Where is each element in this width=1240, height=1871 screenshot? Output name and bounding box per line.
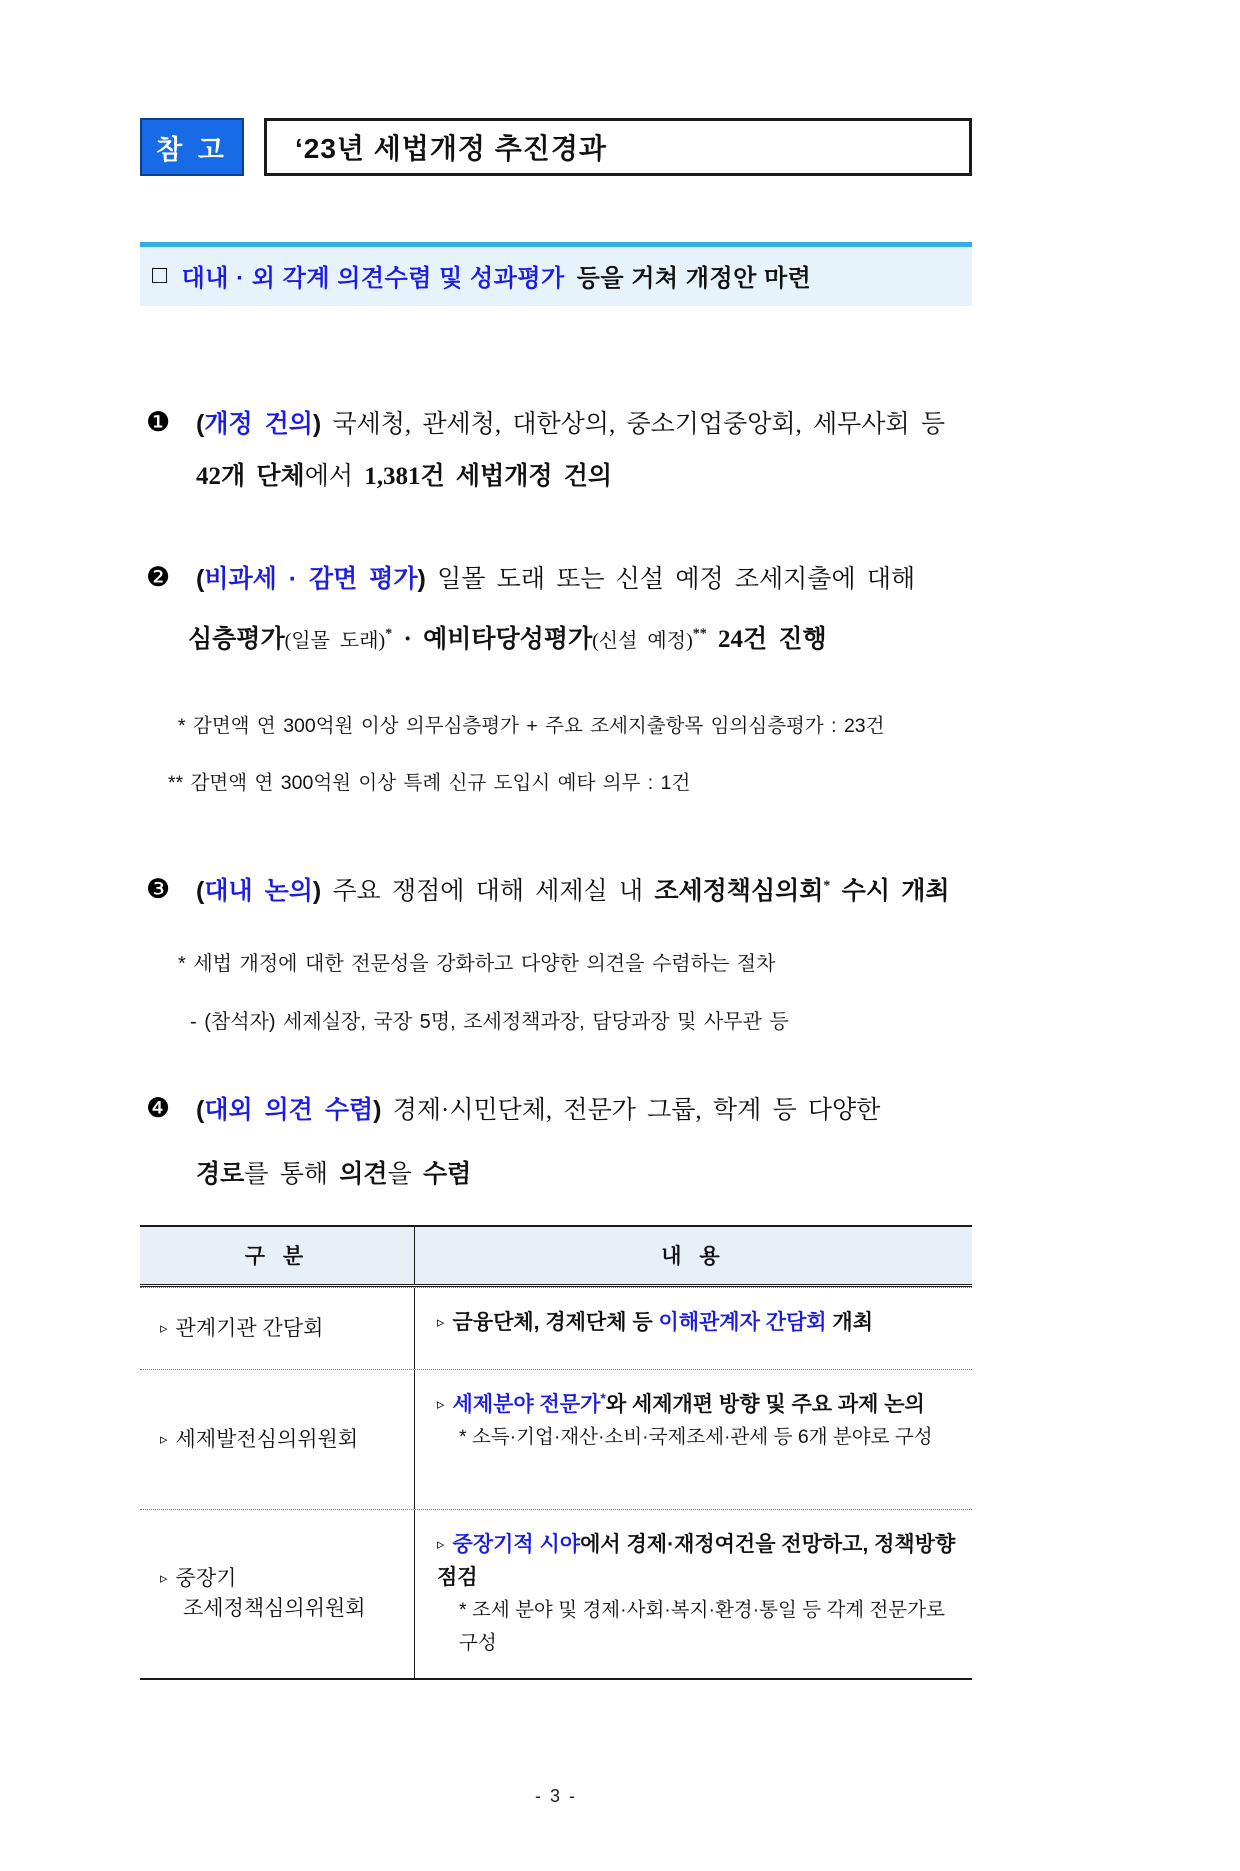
table-row-2-blue-text: 세제분야 전문가 — [452, 1393, 601, 1416]
paren-close: ) — [312, 877, 322, 905]
item-3-bold-1: 조세정책심의회 — [654, 878, 824, 905]
table-row-1-content — [415, 1288, 972, 1369]
item-4-line-2 — [140, 1157, 972, 1193]
table-row-2-content — [415, 1370, 972, 1509]
footnote-marker: * — [600, 1390, 606, 1406]
item-3-footnote-1: * 세법 개정에 대한 전문성을 강화하고 다양한 의견을 수렴하는 절차 — [178, 953, 776, 975]
paren-open: ( — [196, 877, 205, 905]
section-heading — [140, 242, 972, 306]
item-2-label: 비과세 · 감면 평가 — [204, 565, 418, 593]
circled-3-icon: ❸ — [146, 874, 171, 905]
item-2-footnote-1: * 감면액 연 300억원 이상 의무심층평가 + 주요 조세지출항목 임의심층평가 : 23건 — [178, 715, 885, 737]
checkbox-square-icon: □ — [152, 261, 168, 289]
table-row-3-category-line-2: 조세정책심의위원회 — [183, 1597, 366, 1620]
item-4-bold-2: 의견 — [339, 1161, 388, 1188]
section-heading-text — [182, 258, 812, 293]
table-row-3-blue-text: 중장기적 시야 — [452, 1533, 581, 1556]
item-3-line-1 — [140, 873, 972, 910]
table-row-3-content — [415, 1510, 972, 1678]
triangle-bullet-icon: ▹ — [160, 1570, 168, 1587]
table-row-3-text: 에서 경제·재정여건을 전망하고, 정책방향 점검 — [437, 1533, 956, 1589]
table-row-1-category — [140, 1288, 415, 1369]
table-row-2-text: 와 세제개편 방향 및 주요 과제 논의 — [605, 1393, 925, 1416]
table-row-3-category-line-1: 중장기 — [175, 1567, 237, 1590]
item-1-text: 국세청, 관세청, 대한상의, 중소기업중앙회, 세무사회 등 — [332, 411, 946, 438]
item-3-footnote-2: - (참석자) 세제실장, 국장 5명, 조세정책과장, 담당과장 및 사무관 등 — [190, 1011, 789, 1033]
item-4-text: 경제·시민단체, 전문가 그룹, 학계 등 다양한 — [392, 1097, 881, 1124]
page-title: ‘23년 세법개정 추진경과 — [264, 118, 972, 176]
item-4-bold-3: 수렴 — [422, 1161, 472, 1188]
table-row-2-note: * 소득·기업·재산·소비·국제조세·관세 등 6개 분야로 구성 — [459, 1426, 933, 1448]
circled-1-icon: ❶ — [146, 407, 171, 438]
document-page — [140, 118, 972, 1680]
item-2-small-1: (일몰 도래) — [284, 630, 386, 652]
triangle-bullet-icon: ▹ — [160, 1430, 168, 1448]
item-1-line-1 — [140, 406, 972, 443]
table-row-2-category-text: 세제발전심의위원회 — [175, 1427, 359, 1451]
item-2-small-2: (신설 예정) — [592, 630, 693, 652]
paren-open: ( — [196, 1096, 205, 1124]
table-row-2-category — [140, 1370, 415, 1509]
table-row-1-text: 금융단체, 경제단체 등 — [452, 1311, 659, 1334]
table-header-row — [140, 1227, 972, 1287]
paren-close: ) — [312, 410, 322, 438]
item-1-bold-1: 42개 단체 — [196, 463, 305, 490]
item-3-text: 주요 쟁점에 대해 세제실 내 — [332, 878, 655, 905]
document-header — [140, 118, 972, 176]
footnote-marker: * — [823, 878, 831, 894]
item-4-regular-1: 를 통해 — [244, 1161, 340, 1188]
table-row-1-category-text: 관계기관 간담회 — [175, 1316, 324, 1340]
table-row — [140, 1287, 972, 1369]
item-1-regular-1: 에서 — [304, 463, 365, 490]
footnote-marker-2: ** — [692, 626, 707, 642]
table-header-category: 구 분 — [140, 1227, 415, 1284]
circled-2-icon: ❷ — [146, 562, 171, 593]
triangle-bullet-icon: ▹ — [437, 1536, 445, 1553]
paren-close: ) — [417, 565, 426, 593]
table-row-1-text-post: 개최 — [826, 1311, 873, 1334]
section-heading-blue: 대내 · 외 각계 의견수렴 및 성과평가 — [181, 265, 565, 292]
page-number: - 3 - — [534, 1786, 577, 1806]
table-row — [140, 1509, 972, 1678]
paren-close: ) — [373, 1096, 382, 1124]
item-2-middot: · — [392, 626, 424, 653]
item-1-line-2 — [140, 459, 972, 495]
item-4-regular-2: 을 — [387, 1161, 423, 1188]
summary-table — [140, 1225, 972, 1680]
triangle-bullet-icon: ▹ — [437, 1396, 445, 1413]
table-row-1-blue-text: 이해관계자 간담회 — [658, 1311, 827, 1334]
paren-open: ( — [196, 410, 205, 438]
table-row-3-note: * 조세 분야 및 경제·사회·복지·환경·통일 등 각계 전문가로 구성 — [459, 1599, 945, 1654]
item-2-bold-2: 예비타당성평가 — [423, 626, 593, 653]
item-1-label: 개정 건의 — [204, 410, 313, 438]
item-3-label: 대내 논의 — [204, 877, 313, 905]
footnote-marker-1: * — [385, 626, 393, 642]
triangle-bullet-icon: ▹ — [437, 1314, 445, 1331]
item-2-line-2 — [140, 622, 972, 659]
paren-open: ( — [196, 565, 205, 593]
item-4-bold-1: 경로 — [196, 1161, 245, 1188]
item-1-bold-2: 1,381건 세법개정 건의 — [364, 463, 613, 490]
reference-badge: 참 고 — [140, 118, 244, 176]
section-heading-black: 등을 거쳐 개정안 마련 — [576, 265, 812, 292]
triangle-bullet-icon: ▹ — [160, 1319, 168, 1337]
item-2-bold-3: 24건 진행 — [706, 626, 827, 653]
item-2-footnote-2: ** 감면액 연 300억원 이상 특례 신규 도입시 예타 의무 : 1건 — [168, 772, 691, 794]
circled-4-icon: ❹ — [146, 1093, 171, 1124]
item-2-bold-1: 심층평가 — [188, 626, 285, 653]
table-row-3-category — [140, 1510, 415, 1678]
item-4-label: 대외 의견 수렴 — [204, 1096, 374, 1124]
item-2-text: 일몰 도래 또는 신설 예정 조세지출에 대해 — [437, 566, 916, 593]
item-2-line-1 — [140, 561, 972, 598]
item-3-bold-2: 수시 개최 — [830, 878, 950, 905]
item-4-line-1 — [140, 1092, 972, 1129]
table-header-content: 내 용 — [415, 1227, 972, 1284]
table-row — [140, 1369, 972, 1509]
